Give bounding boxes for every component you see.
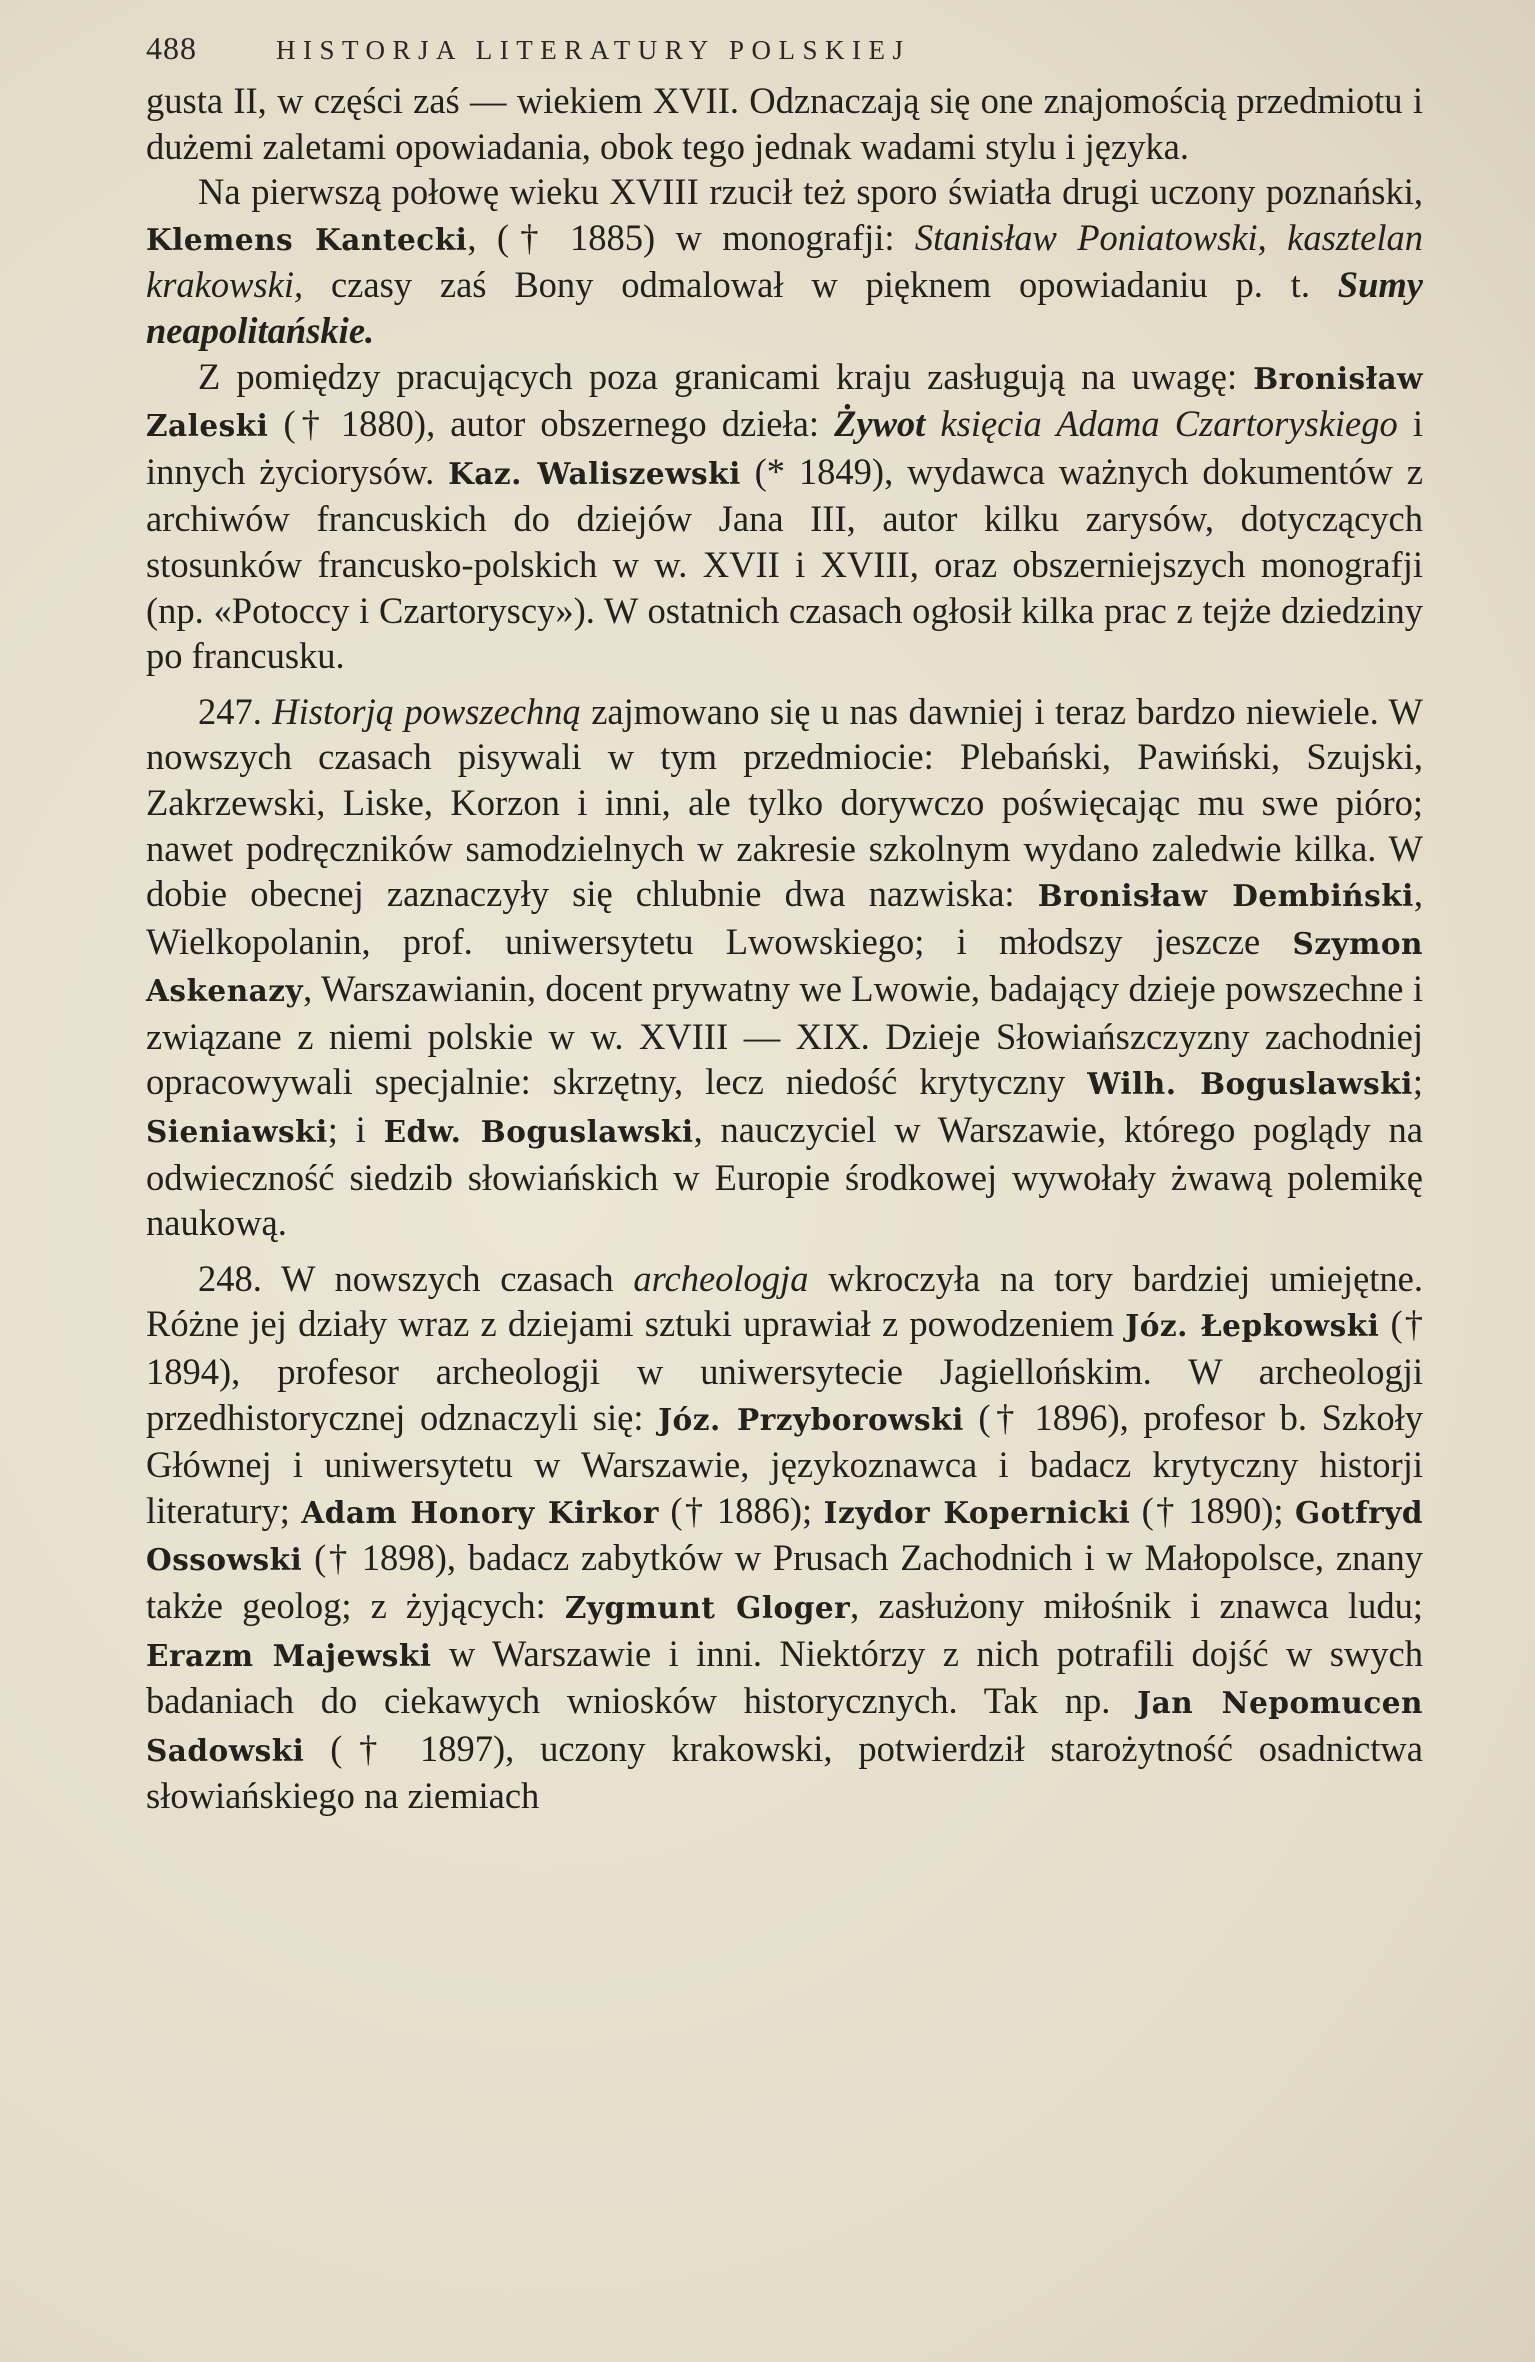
running-title: HISTORJA LITERATURY POLSKIEJ <box>276 35 911 65</box>
section-number: 248. <box>198 1257 262 1299</box>
person-name: Józ. Przyborowski <box>658 1401 964 1437</box>
paragraph-1 <box>146 78 1423 169</box>
text-run: , zasłużony miłośnik i znawca ludu; <box>850 1585 1424 1626</box>
body-text <box>146 78 1423 1819</box>
person-name: Klemens Kantecki <box>146 221 468 257</box>
person-name: Wilh. Boguslawski <box>1087 1066 1413 1102</box>
text-run: († 1886); <box>658 1489 824 1531</box>
work-title: Stanisław Poniatowski, kasztelan krakowski, <box>146 216 1423 306</box>
text-run: († 1897), uczony krakowski, potwierdził starożytność osadnictwa słowiańskiego na ziemiach <box>146 1727 1423 1817</box>
person-name: Sieniawski <box>146 1114 328 1150</box>
topic-term: Historją powszechną <box>272 690 581 732</box>
paragraph-2 <box>146 169 1423 353</box>
text-run: , († 1885) w monografji: <box>467 216 915 258</box>
person-name: Jan Nepomucen Sadowski <box>146 1685 1423 1768</box>
running-head <box>146 30 1423 78</box>
text-run: w Warszawie i inni. Niektórzy z nich potrafili dojść w swych badaniach do ciekawych wniosków historycznych. Tak np. <box>146 1632 1423 1722</box>
section-number: 247. <box>198 690 262 732</box>
person-name: Kaz. Waliszewski <box>448 455 741 491</box>
text-run: († 1898), badacz zabytków w Prusach Zachodnich i w Małopolsce, znany także geolog; z żyjących: <box>146 1537 1423 1626</box>
paragraph-248 <box>146 1256 1423 1819</box>
text-run: czasy zaś Bony odmalował w pięknem opowiadaniu p. t. <box>303 264 1338 306</box>
text-run: Na pierwszą połowę wieku XVIII rzucił też sporo światła drugi uczony poznański, <box>198 171 1423 213</box>
person-name: Edw. Boguslawski <box>383 1114 694 1150</box>
person-name: Bronisław Zaleski <box>146 360 1423 444</box>
text-run: († 1894), profesor archeologji w uniwersytecie Jagiellońskim. W archeologji przedhistorycznej odznaczyli się: <box>146 1303 1423 1438</box>
text-run <box>925 403 940 444</box>
text-run: i innych życiorysów. <box>146 403 1423 492</box>
text-run: , Warszawianin, docent prywatny we Lwowie, badający dzieje powszechne i związane z niemi polskie w w. XVIII — XIX. Dzieje Słowiańszczyzny zachodniej opracowywali specjalnie: skrzętny, lecz niedość krytyczny <box>146 968 1423 1103</box>
person-name: Bronisław Dembiński <box>1037 878 1414 914</box>
work-title: księcia Adama Czartoryskiego <box>940 403 1398 445</box>
person-name: Szymon Askenazy <box>146 925 1423 1009</box>
text-run: zajmowano się u nas dawniej i teraz bardzo niewiele. W nowszych czasach pisywali w tym przedmiocie: Plebański, Pawiński, Szujski, Zakrzewski, Liske, Korzon i inni, ale tylko dorywczo poświęcając mu swe pióro; nawet podręczników samodzielnych w zakresie szkolnym wydano zaledwie kilka. W dobie obecnej zaznaczyły się chlubnie dwa nazwiska: <box>146 690 1423 915</box>
text-run: († 1896), profesor b. Szkoły Głównej i uniwersytetu w Warszawie, językoznawca i badacz krytyczny historji literatury; <box>146 1396 1423 1531</box>
person-name: Erazm Majewski <box>146 1637 432 1673</box>
person-name: Izydor Kopernicki <box>823 1494 1131 1530</box>
text-run: ; <box>1412 1061 1423 1103</box>
person-name: Zygmunt Gloger <box>564 1590 851 1625</box>
work-title: Sumy neapolitańskie. <box>146 264 1423 351</box>
person-name: Józ. Łepkowski <box>1125 1308 1380 1344</box>
text-run: († 1890); <box>1130 1489 1295 1531</box>
text-run: Z pomiędzy pracujących poza granicami kraju zasługują na uwagę: <box>198 355 1254 397</box>
text-run: , nauczyciel w Warszawie, którego poglądy na odwieczność siedzib słowiańskich w Europie środkowej wywołały żwawą polemikę naukową. <box>146 1109 1423 1244</box>
person-name: Gotfryd Ossowski <box>146 1494 1423 1578</box>
text-run: gusta II, w części zaś — wiekiem XVII. Odznaczają się one znajomością przedmiotu i dużemi zaletami opowiadania, obok tego jednak wadami stylu i języka. <box>146 80 1423 167</box>
text-run: ; i <box>327 1109 384 1151</box>
paragraph-247 <box>146 689 1423 1246</box>
text-run: (* 1849), wydawca ważnych dokumentów z archiwów francuskich do dziejów Jana III, autor kilku zarysów, dotyczących stosunków francusko-polskich w w. XVII i XVIII, oraz obszerniejszych monografji (np. «Potoccy i Czartoryscy»). W ostatnich czasach ogłosił kilka prac z tejże dziedziny po francusku. <box>146 450 1424 677</box>
text-run: wkroczyła na tory bardziej umiejętne. Różne jej działy wraz z dziejami sztuki uprawiał z powodzeniem <box>146 1257 1423 1345</box>
work-title: Żywot <box>834 403 926 445</box>
topic-term: archeologja <box>633 1257 809 1299</box>
text-run: († 1880), autor obszernego dzieła: <box>268 403 835 445</box>
text-run: , Wielkopolanin, prof. uniwersytetu Lwowskiego; i młodszy jeszcze <box>146 873 1423 962</box>
person-name: Adam Honory Kirkor <box>301 1494 659 1530</box>
text-run: W nowszych czasach <box>280 1257 634 1299</box>
page-number: 488 <box>146 30 197 66</box>
paragraph-3 <box>146 354 1423 679</box>
